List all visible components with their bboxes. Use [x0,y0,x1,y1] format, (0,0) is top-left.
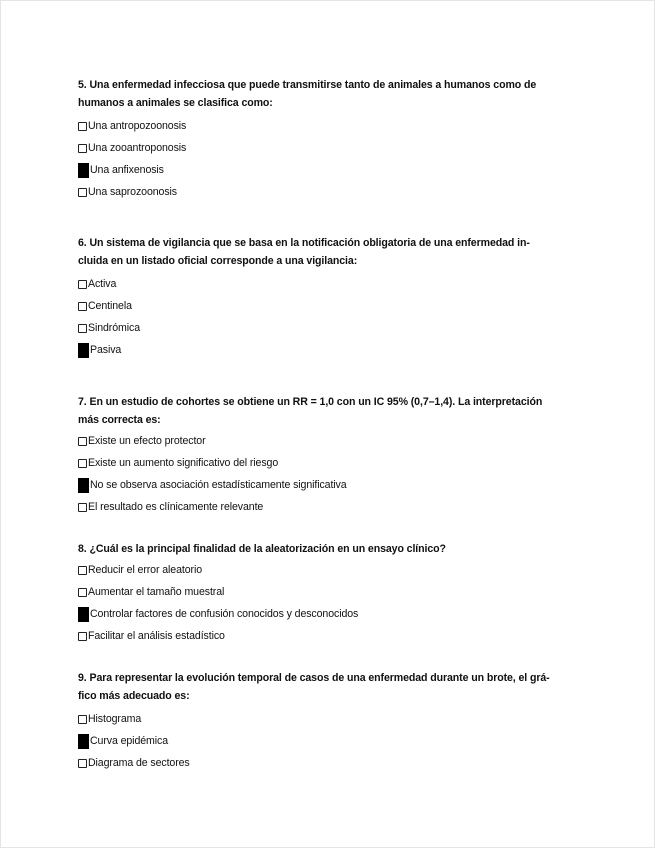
question-8 [78,540,583,647]
option[interactable] [78,625,583,647]
option[interactable] [78,474,583,496]
options-list [78,708,583,774]
options-list [78,115,583,203]
option-label: Una saprozoonosis [88,186,177,198]
option[interactable] [78,496,583,518]
option-label: Sindrómica [88,322,140,334]
option[interactable] [78,181,583,203]
option-label: Una antropozoonosis [88,120,187,132]
checkbox-icon[interactable] [78,122,87,131]
option[interactable] [78,159,583,181]
options-list [78,559,583,647]
question-title [78,234,583,270]
checkbox-icon[interactable] [78,280,87,289]
checked-box-icon[interactable] [78,163,89,178]
checkbox-icon[interactable] [78,144,87,153]
option[interactable] [78,273,583,295]
checkbox-icon[interactable] [78,759,87,768]
option[interactable] [78,559,583,581]
checked-box-icon[interactable] [78,607,89,622]
checkbox-icon[interactable] [78,459,87,468]
option-label: Pasiva [90,344,122,356]
option[interactable] [78,730,583,752]
option-label: Existe un efecto protector [88,435,206,447]
option-label: Aumentar el tamaño muestral [88,586,225,598]
option-label: Activa [88,278,117,290]
option-label: Reducir el error aleatorio [88,564,202,576]
question-title [78,393,583,429]
question-5 [78,76,583,203]
checked-box-icon[interactable] [78,478,89,493]
checkbox-icon[interactable] [78,566,87,575]
question-title-line: 7. En un estudio de cohortes se obtiene un RR = 1,0 con un IC 95% (0,7–1,4). La interpretación [78,396,543,408]
option-label: Histograma [88,713,142,725]
question-title-line: cluida en un listado oficial corresponde a una vigilancia: [78,255,358,267]
option-label: Una zooantroponosis [88,142,187,154]
question-title-line: humanos a animales se clasifica como: [78,97,273,109]
option-label: Controlar factores de confusión conocidos y desconocidos [90,608,359,620]
options-list [78,273,583,361]
option[interactable] [78,430,583,452]
checkbox-icon[interactable] [78,715,87,724]
checked-box-icon[interactable] [78,343,89,358]
option[interactable] [78,295,583,317]
question-title [78,540,583,558]
checked-box-icon[interactable] [78,734,89,749]
checkbox-icon[interactable] [78,503,87,512]
question-title-line: 5. Una enfermedad infecciosa que puede transmitirse tanto de animales a humanos como de [78,79,537,91]
option[interactable] [78,603,583,625]
option-label: No se observa asociación estadísticamente significativa [90,479,347,491]
option[interactable] [78,708,583,730]
question-title-line: 9. Para representar la evolución temporal de casos de una enfermedad durante un brote, el grá- [78,672,550,684]
checkbox-icon[interactable] [78,188,87,197]
option[interactable] [78,752,583,774]
option-label: Facilitar el análisis estadístico [88,630,225,642]
option[interactable] [78,339,583,361]
option-label: Centinela [88,300,132,312]
question-title-line: 8. ¿Cuál es la principal finalidad de la aleatorización en un ensayo clínico? [78,543,446,555]
option-label: El resultado es clínicamente relevante [88,501,264,513]
question-6 [78,234,583,361]
option-label: Una anfixenosis [90,164,164,176]
question-title [78,76,583,112]
option-label: Curva epidémica [90,735,168,747]
checkbox-icon[interactable] [78,632,87,641]
checkbox-icon[interactable] [78,588,87,597]
checkbox-icon[interactable] [78,324,87,333]
option-label: Existe un aumento significativo del riesgo [88,457,279,469]
question-title-line: más correcta es: [78,414,161,426]
checkbox-icon[interactable] [78,302,87,311]
option[interactable] [78,115,583,137]
question-title-line: 6. Un sistema de vigilancia que se basa en la notificación obligatoria de una enfermedad in- [78,237,530,249]
option[interactable] [78,317,583,339]
option-label: Diagrama de sectores [88,757,190,769]
options-list [78,430,583,518]
option[interactable] [78,581,583,603]
question-9 [78,669,583,774]
question-7 [78,393,583,518]
option[interactable] [78,137,583,159]
question-title-line: fico más adecuado es: [78,690,190,702]
question-title [78,669,583,705]
option[interactable] [78,452,583,474]
checkbox-icon[interactable] [78,437,87,446]
